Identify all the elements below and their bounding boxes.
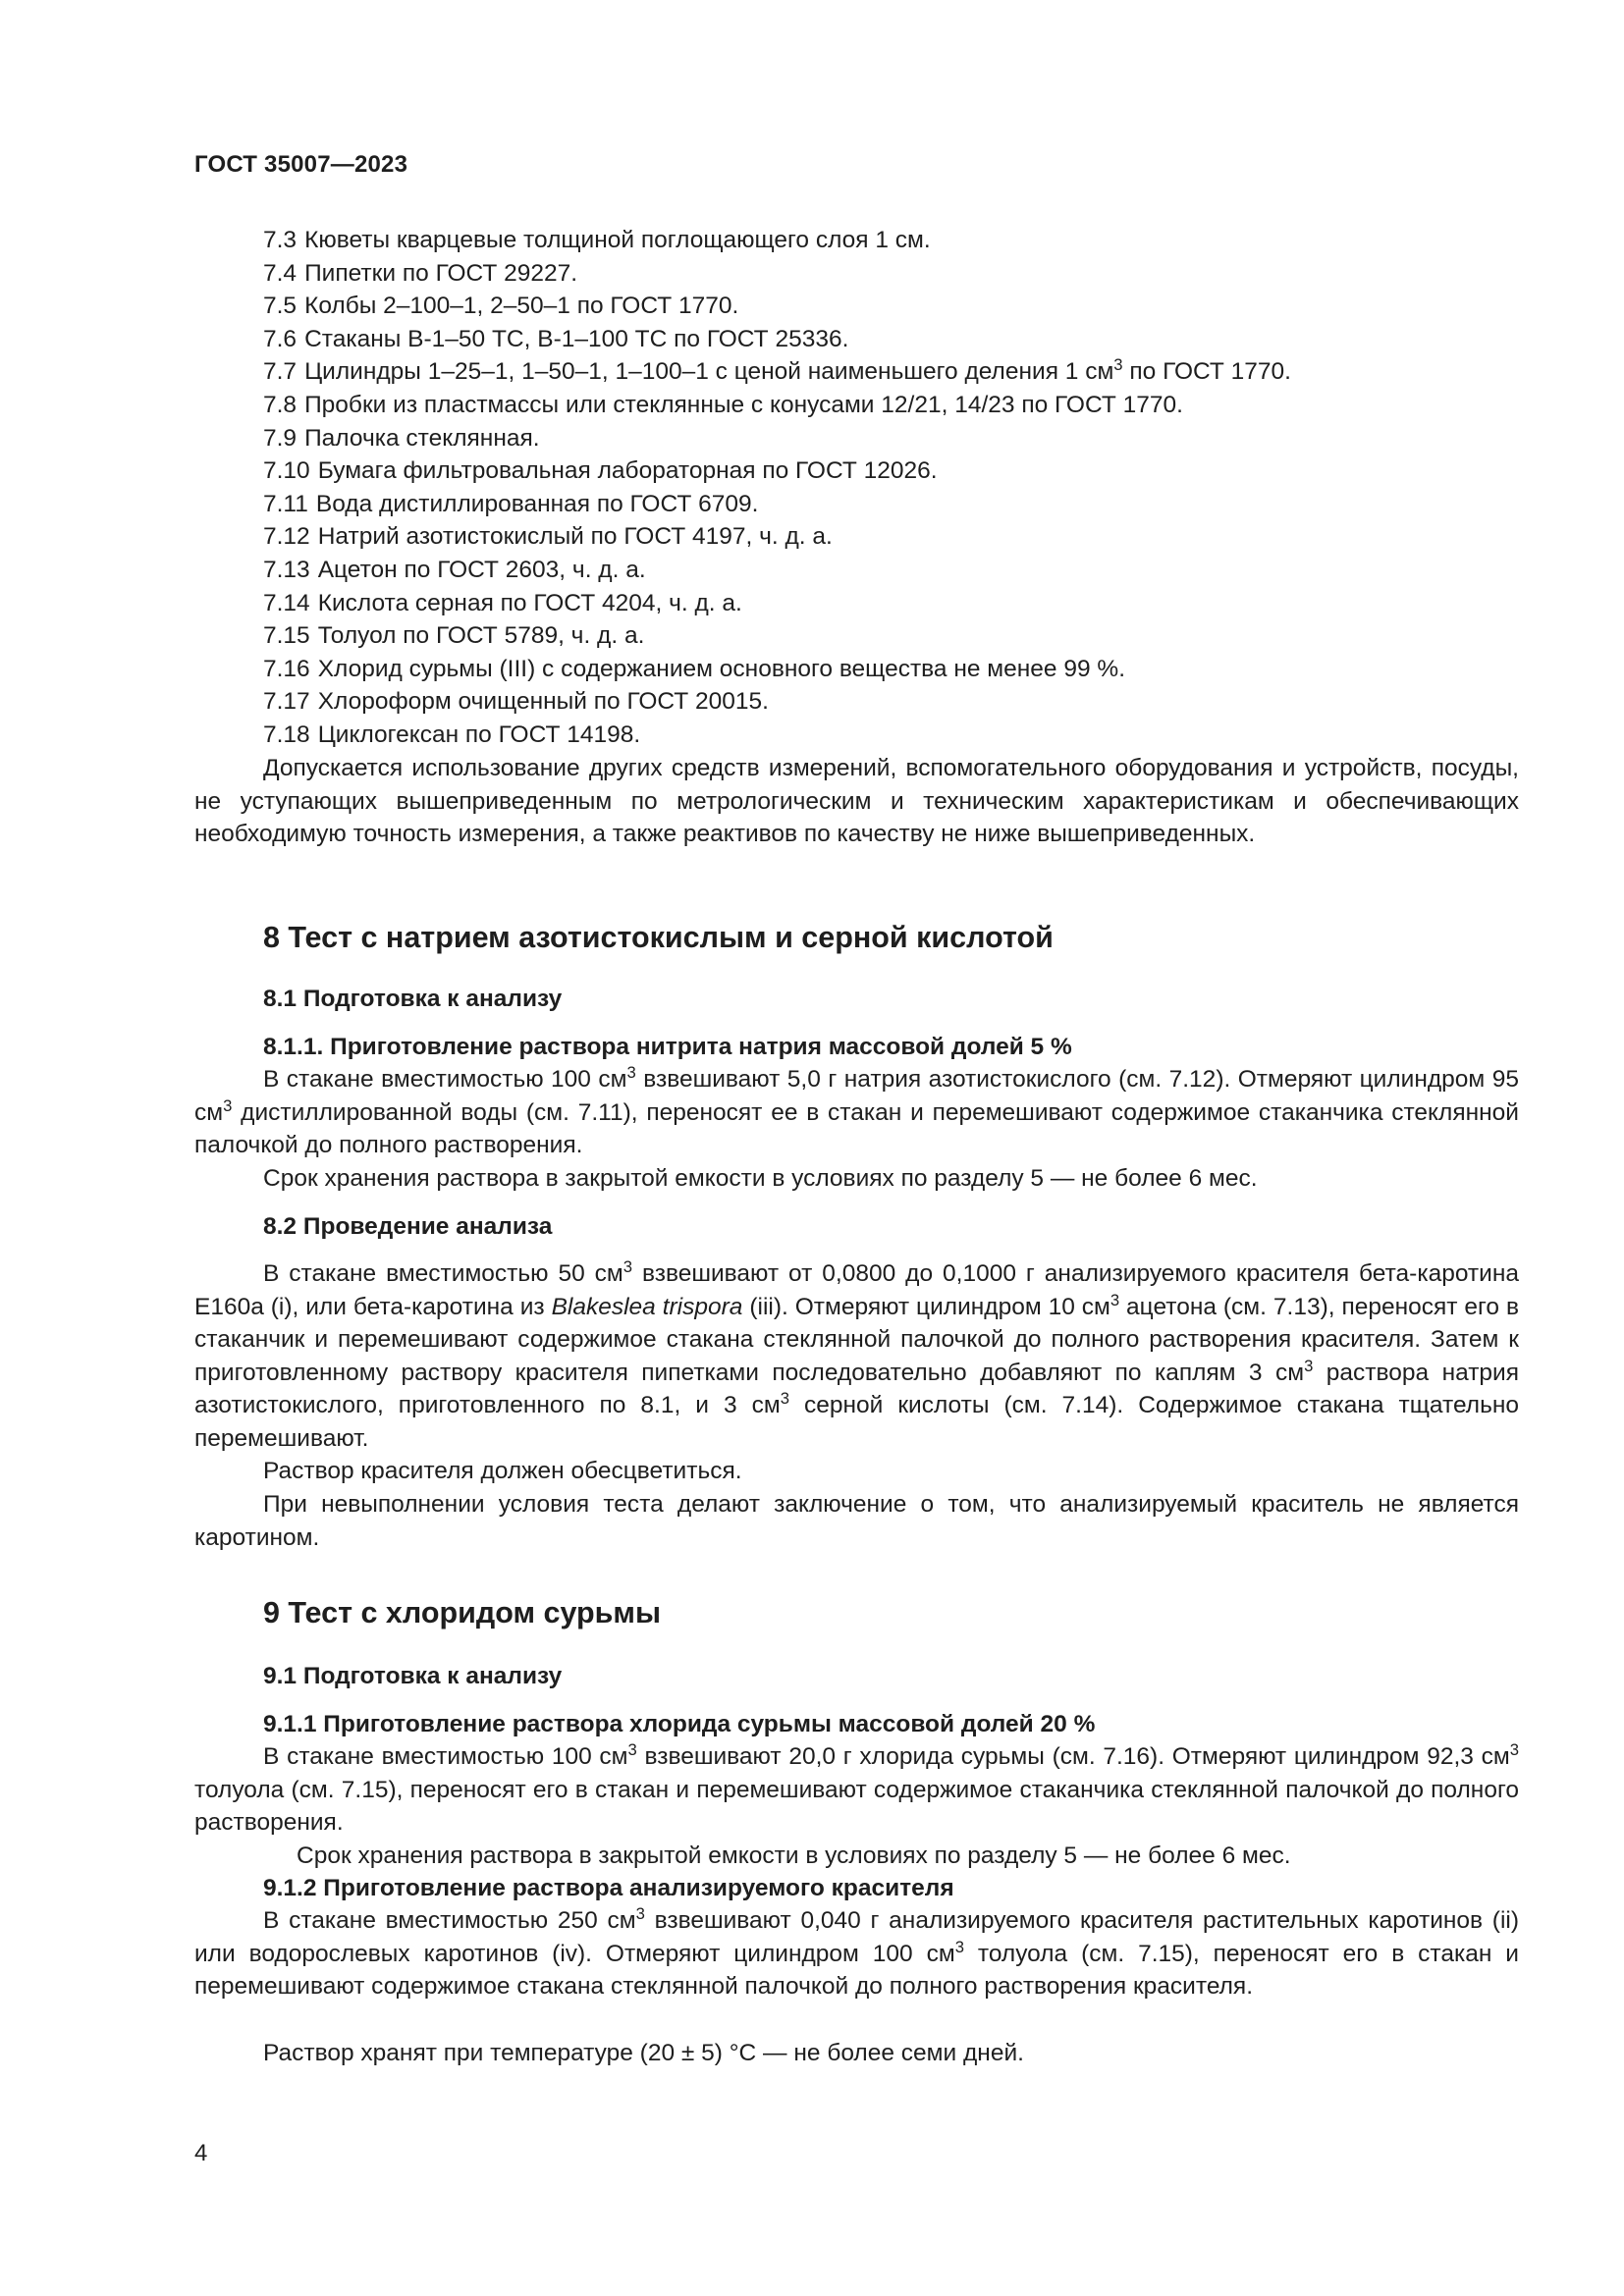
document-header: ГОСТ 35007—2023 <box>194 151 408 178</box>
item-text: Колбы 2–100–1, 2–50–1 по ГОСТ 1770. <box>304 293 739 320</box>
list-item <box>263 554 1540 587</box>
list-item <box>263 257 1540 291</box>
item-number: 7.9 <box>263 424 298 452</box>
section-9-1-title: 9.1 Подготовка к анализу <box>263 1663 563 1689</box>
list-item <box>263 653 1540 686</box>
item-text: Хлороформ очищенный по ГОСТ 20015. <box>317 688 769 716</box>
item-number: 7.7 <box>263 358 298 386</box>
item-number: 7.3 <box>263 227 298 253</box>
item-text: Вода дистиллированная по ГОСТ 6709. <box>315 490 759 517</box>
paragraph-8-2-body: В стакане вместимостью 50 $см^3$ взвешивают от 0,0800 до 0,1000 г анализируемого красителя бета-каротина Е160а (i), или бета-каротина из Blakeslea trispora (iii). Отмеряют цилиндром 10 $см^3$ ацетона (см. 7.13), переносят его в стаканчик и перемешивают содержимое стакана стеклянной палочкой до полного растворения красителя. Затем к приготовленному раствору красителя пипетками последовательно добавляют по каплям 3 $см^3$ раствора натрия азотистокислого, приготовленного по 8.1, и 3 $см^3$ серной кислоты (см. 7.14). Содержимое стакана тщательно перемешивают. <box>194 1256 1519 1452</box>
italic-species-name: Blakeslea trispora <box>551 1293 743 1320</box>
item-number: 7.17 <box>263 688 310 716</box>
list-item <box>263 619 1540 653</box>
list-item <box>263 685 1540 719</box>
item-number: 7.8 <box>263 391 298 418</box>
item-text: Палочка стеклянная. <box>304 424 540 452</box>
item-number: 7.10 <box>263 457 310 485</box>
paragraph-8-1-1-body: В стакане вместимостью 100 $см^3$ взвешивают 5,0 г натрия азотистокислого (см. 7.12). Отмеряют цилиндром 95 $см^3$ дистиллированной воды (см. 7.11), переносят ее в стакан и перемешивают содержимое стаканчика стеклянной палочкой до полного растворения. <box>194 1062 1519 1159</box>
item-number: 7.11 <box>263 490 308 517</box>
list-item <box>263 355 1540 389</box>
list-item <box>263 719 1540 752</box>
item-text: Хлорид сурьмы (III) с содержанием основного вещества не менее 99 %. <box>317 655 1126 682</box>
list-item <box>263 224 1540 257</box>
list-item <box>263 290 1540 323</box>
item-number: 7.16 <box>263 655 310 682</box>
list-item <box>263 389 1540 422</box>
paragraph-9-1-1-body: В стакане вместимостью 100 $см^3$ взвешивают 20,0 г хлорида сурьмы (см. 7.16). Отмеряют цилиндром 92,3 $см^3$ толуола (см. 7.15), переносят его в стакан и перемешивают содержимое стаканчика стеклянной палочкой до полного растворения. <box>194 1739 1519 1837</box>
allowance-paragraph: Допускается использование других средств измерений, вспомогательного оборудования и устройств, посуды, не уступающих вышеприведенным по метрологическим и техническим характеристикам и обеспечивающих необходимую точность измерения, а также реактивов по качеству не ниже вышеприведенных. <box>194 755 1519 848</box>
item-text: Толуол по ГОСТ 5789, ч. д. а. <box>317 622 645 650</box>
item-number: 7.18 <box>263 721 310 748</box>
paragraph-9-1-2-body: В стакане вместимостью 250 $см^3$ взвешивают 0,040 г анализируемого красителя растительных каротинов (ii) или водорослевых каротинов (iv). Отмеряют цилиндром 100 $см^3$ толуола (см. 7.15), переносят его в стакан и перемешивают содержимое стакана стеклянной палочкой до полного растворения красителя. <box>194 1903 1519 2001</box>
paragraph-8-2-conclusion: При невыполнении условия теста делают заключение о том, что анализируемый краситель не является каротином. <box>194 1491 1519 1551</box>
item-text: Стаканы В-1–50 ТС, В-1–100 ТС по ГОСТ 25336. <box>304 325 849 352</box>
item-number: 7.6 <box>263 325 298 352</box>
list-item <box>263 323 1540 356</box>
paragraph-8-1-1-storage: Срок хранения раствора в закрытой емкости в условиях по разделу 5 — не более 6 мес. <box>263 1165 1258 1192</box>
equipment-list <box>263 224 1540 752</box>
list-item <box>263 454 1540 488</box>
item-text: Бумага фильтровальная лабораторная по ГОСТ 12026. <box>317 457 938 485</box>
item-text: Ацетон по ГОСТ 2603, ч. д. а. <box>317 556 646 583</box>
list-item <box>263 587 1540 620</box>
item-text: Циклогексан по ГОСТ 14198. <box>317 721 641 748</box>
section-9-1-1-title: 9.1.1 Приготовление раствора хлорида сурьмы массовой долей 20 % <box>263 1711 1096 1737</box>
section-9-1-2-title: 9.1.2 Приготовление раствора анализируемого красителя <box>263 1875 954 1901</box>
item-text: Натрий азотистокислый по ГОСТ 4197, ч. д. а. <box>317 523 833 551</box>
list-item <box>263 488 1540 521</box>
page-number: 4 <box>194 2140 208 2166</box>
item-number: 7.12 <box>263 523 310 551</box>
section-8-1-1-title: 8.1.1. Приготовление раствора нитрита натрия массовой долей 5 % <box>263 1034 1072 1060</box>
item-number: 7.5 <box>263 293 298 320</box>
item-text: Цилиндры 1–25–1, 1–50–1, 1–100–1 с ценой наименьшего деления 1 см <box>304 358 1114 386</box>
item-text: по ГОСТ 1770. <box>1122 358 1291 386</box>
superscript: 3 <box>1113 355 1123 375</box>
section-8-title: 8 Тест с натрием азотистокислым и серной кислотой <box>263 921 1054 954</box>
item-text: Пипетки по ГОСТ 29227. <box>304 259 578 287</box>
list-item <box>263 422 1540 455</box>
item-text: Кислота серная по ГОСТ 4204, ч. д. а. <box>317 589 742 616</box>
paragraph-9-1-1-storage: Срок хранения раствора в закрытой емкости в условиях по разделу 5 — не более 6 мес. <box>297 1842 1291 1869</box>
item-number: 7.14 <box>263 589 310 616</box>
section-9-title: 9 Тест с хлоридом сурьмы <box>263 1596 662 1629</box>
item-number: 7.15 <box>263 622 310 650</box>
paragraph-8-2-result: Раствор красителя должен обесцветиться. <box>263 1458 742 1484</box>
paragraph-9-1-2-storage: Раствор хранят при температуре (20 ± 5) °С — не более семи дней. <box>263 2040 1024 2066</box>
section-8-1-title: 8.1 Подготовка к анализу <box>263 986 563 1012</box>
section-8-2-title: 8.2 Проведение анализа <box>263 1213 553 1240</box>
item-text: Кюветы кварцевые толщиной поглощающего слоя 1 см. <box>304 227 931 253</box>
item-number: 7.4 <box>263 259 298 287</box>
item-number: 7.13 <box>263 556 310 583</box>
item-text: Пробки из пластмассы или стеклянные с конусами 12/21, 14/23 по ГОСТ 1770. <box>304 391 1183 418</box>
list-item <box>263 520 1540 554</box>
